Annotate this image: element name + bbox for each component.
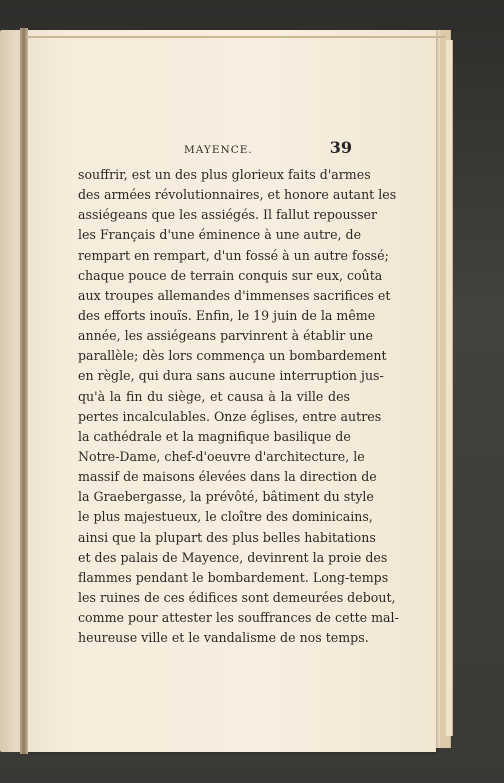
text-line: heureuse ville et le vandalisme de nos temps. bbox=[78, 630, 369, 646]
text-line: année, les assiégeans parvinrent à établir une bbox=[78, 328, 373, 344]
page-stack-edge bbox=[446, 40, 453, 736]
text-line: Notre-Dame, chef-d'oeuvre d'architecture, le bbox=[78, 448, 365, 464]
text-line: en règle, qui dura sans aucune interruption jus- bbox=[78, 368, 384, 384]
text-line: aux troupes allemandes d'immenses sacrifices et bbox=[78, 287, 391, 303]
text-line: chaque pouce de terrain conquis sur eux, coûta bbox=[78, 267, 383, 283]
text-line: des efforts inouïs. Enfin, le 19 juin de la même bbox=[78, 307, 376, 323]
text-line: souffrir, est un des plus glorieux faits d'armes bbox=[78, 167, 371, 182]
text-line: la Graebergasse, la prévôté, bâtiment du style bbox=[78, 489, 374, 505]
text-line: parallèle; dès lors commença un bombardement bbox=[78, 348, 387, 364]
text-line: la cathédrale et la magnifique basilique de bbox=[78, 428, 351, 444]
text-line: pertes incalculables. Onze églises, entre autres bbox=[78, 408, 382, 424]
body-paragraph bbox=[78, 165, 399, 648]
text-line: le plus majestueux, le cloître des dominicains, bbox=[78, 509, 373, 525]
text-line: les ruines de ces édifices sont demeurées debout, bbox=[78, 589, 396, 605]
text-line: et des palais de Mayence, devinrent la proie des bbox=[78, 549, 388, 565]
running-head bbox=[78, 138, 352, 160]
text-line: massif de maisons élevées dans la direction de bbox=[78, 469, 377, 485]
book-gutter bbox=[20, 28, 28, 754]
page-number: 39 bbox=[329, 138, 352, 157]
text-line: rempart en rempart, d'un fossé à un autre fossé; bbox=[78, 247, 389, 263]
text-line: des armées révolutionnaires, et honore autant les bbox=[78, 187, 397, 203]
page-top-edge bbox=[26, 36, 446, 38]
text-line: flammes pendant le bombardement. Long-temps bbox=[78, 569, 389, 585]
running-head-title: MAYENCE. bbox=[184, 144, 253, 156]
text-line: les Français d'une éminence à une autre, de bbox=[78, 227, 362, 243]
text-line: assiégeans que les assiégés. Il fallut repousser bbox=[78, 207, 378, 223]
text-line: qu'à la fin du siège, et causa à la ville des bbox=[78, 388, 350, 404]
text-line: ainsi que la plupart des plus belles habitations bbox=[78, 529, 376, 545]
text-line: comme pour attester les souffrances de cette mal- bbox=[78, 610, 399, 626]
